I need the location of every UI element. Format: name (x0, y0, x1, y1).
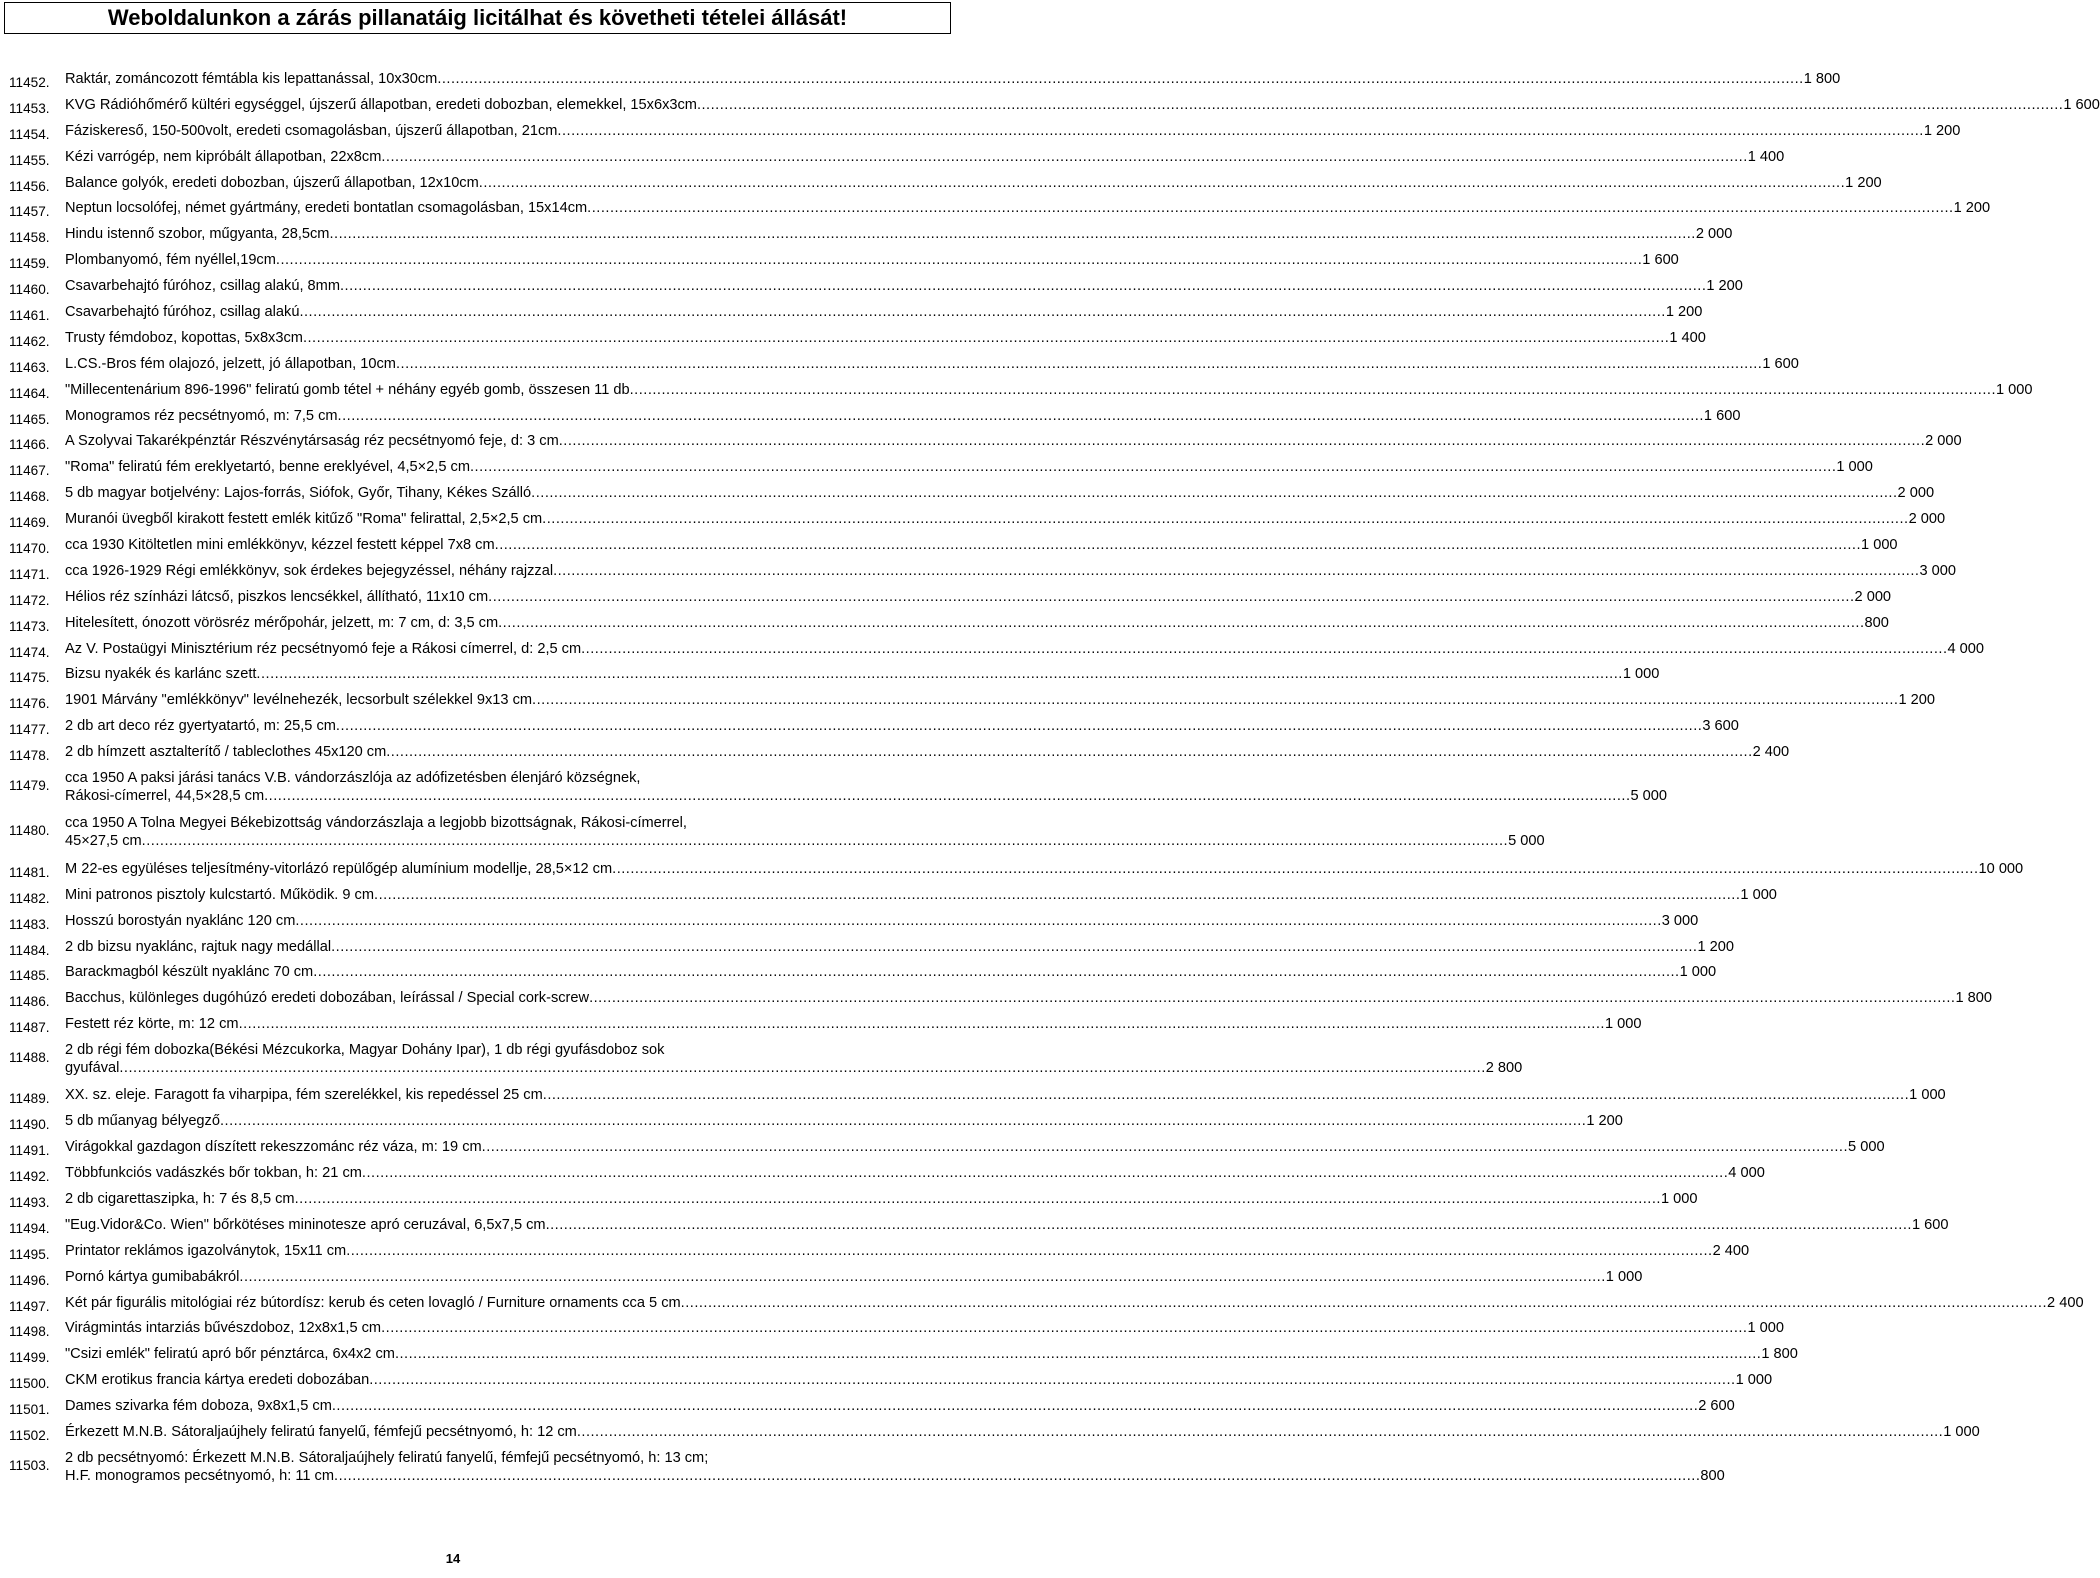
lot-item (0, 381, 2033, 407)
lot-description: 5 db magyar botjelvény: Lajos-forrás, Siófok, Győr, Tihany, Kékes Szálló (65, 485, 532, 502)
lot-price: 2 800 (1485, 1060, 1523, 1077)
lot-price: 1 200 (1898, 692, 1935, 709)
lot-price: 1 000 (1996, 381, 2033, 398)
dot-leader: ............................................................................................................................................................................................................................................................................................................ (294, 1191, 1661, 1208)
lot-price: 1 200 (1665, 304, 1703, 321)
lot-description: cca 1930 Kitöltetlen mini emlékkönyv, kézzel festett képpel 7x8 cm (65, 537, 495, 554)
dot-leader: ............................................................................................................................................................................................................................................................................................................ (553, 562, 1920, 579)
dot-leader: ............................................................................................................................................................................................................................................................................................................ (696, 96, 2064, 113)
lot-price: 1 400 (1747, 148, 1785, 165)
lot-number: 11457. (9, 204, 50, 220)
lot-item (0, 1190, 1698, 1216)
lot-description: "Eug.Vidor&Co. Wien" bőrkötéses mininotesze apró ceruzával, 6,5x7,5 cm (65, 1216, 546, 1233)
lot-number: 11498. (9, 1324, 50, 1340)
dot-leader: ............................................................................................................................................................................................................................................................................................................ (334, 1467, 1701, 1484)
lot-item (0, 1086, 1946, 1112)
lot-description: cca 1926-1929 Régi emlékkönyv, sok érdekes bejegyzéssel, néhány rajzzal (65, 562, 554, 579)
lot-description: Monogramos réz pecsétnyomó, m: 7,5 cm (65, 407, 338, 424)
lot-item (0, 148, 1785, 174)
lot-price: 2 000 (1897, 485, 1935, 502)
lot-item (0, 251, 1679, 277)
lot-item (0, 536, 1898, 562)
lot-price: 1 600 (1642, 252, 1679, 269)
lot-item (0, 912, 1699, 938)
lot-description: 5 db műanyag bélyegző (65, 1113, 220, 1130)
lot-number: 11481. (9, 864, 50, 880)
lot-price: 1 000 (1679, 964, 1717, 981)
lot-description: Kézi varrógép, nem kipróbált állapotban, 22x8cm (65, 148, 382, 165)
lot-description: KVG Rádióhőmérő kültéri egységgel, újszerű állapotban, eredeti dobozban, elemekkel, 15x6x3cm (65, 96, 697, 113)
lot-description: 2 db bizsu nyaklánc, rajtuk nagy medállal (65, 938, 332, 955)
lot-description: 2 db régi fém dobozka(Békési Mézcukorka, Magyar Dohány Ipar), 1 db régi gyufásdoboz sok (65, 1042, 665, 1059)
lot-number: 11476. (9, 696, 50, 712)
lot-description: cca 1950 A Tolna Megyei Békebizottság vándorzászlaja a legjobb bizottságnak, Rákosi-címerrel, (65, 815, 687, 832)
lot-price: 1 800 (1955, 990, 1992, 1007)
lot-item (0, 1041, 1523, 1086)
lot-number: 11473. (9, 618, 50, 634)
dot-leader: ............................................................................................................................................................................................................................................................................................................ (331, 938, 1698, 955)
dot-leader: ............................................................................................................................................................................................................................................................................................................ (437, 71, 1804, 87)
lot-price: 1 800 (1761, 1346, 1798, 1363)
lot-item (0, 225, 1733, 251)
lot-item (0, 96, 2100, 122)
dot-leader: ............................................................................................................................................................................................................................................................................................................ (335, 718, 1703, 735)
dot-leader: ............................................................................................................................................................................................................................................................................................................ (494, 537, 1862, 554)
lot-number: 11494. (9, 1220, 50, 1236)
lot-price: 1 200 (1845, 174, 1882, 191)
lot-item (0, 769, 1668, 814)
lot-item (0, 355, 1799, 381)
dot-leader: ............................................................................................................................................................................................................................................................................................................ (381, 148, 1748, 165)
lot-number: 11455. (9, 152, 50, 168)
dot-leader: ............................................................................................................................................................................................................................................................................................................ (545, 1216, 1912, 1233)
lot-item (0, 458, 1873, 484)
lot-price: 1 000 (1836, 459, 1873, 476)
dot-leader: ............................................................................................................................................................................................................................................................................................................ (542, 1087, 1910, 1104)
dot-leader: ............................................................................................................................................................................................................................................................................................................ (581, 640, 1948, 657)
dot-leader: ............................................................................................................................................................................................................................................................................................................ (264, 788, 1631, 805)
lot-number: 11488. (9, 1050, 50, 1066)
lot-item (0, 717, 1739, 743)
lot-description: Virágmintás intarziás bűvészdoboz, 12x8x1,5 cm (65, 1320, 382, 1337)
lot-price: 4 000 (1728, 1165, 1765, 1182)
page-number: 14 (445, 1551, 461, 1566)
lot-number: 11472. (9, 592, 50, 608)
lot-item (0, 277, 1743, 303)
lot-item (0, 484, 1935, 510)
lot-number: 11496. (9, 1272, 50, 1288)
dot-leader: ............................................................................................................................................................................................................................................................................................................ (337, 407, 1704, 424)
lot-description: Neptun locsolófej, német gyártmány, eredeti bontatlan csomagolásban, 15x14cm (65, 200, 588, 217)
lot-description: 2 db art deco réz gyertyatartó, m: 25,5 cm (65, 718, 336, 735)
lot-description: Mini patronos pisztoly kulcstartó. Működik. 9 cm (65, 886, 375, 903)
lot-description: Érkezett M.N.B. Sátoraljaújhely feliratú fanyelű, fémfejű pecsétnyomó, h: 12 cm (65, 1424, 577, 1441)
lot-description: Printator reklámos igazolványtok, 15x11 cm (65, 1242, 347, 1259)
lot-price: 1 400 (1669, 329, 1706, 346)
lot-item (0, 70, 1841, 96)
dot-leader: ............................................................................................................................................................................................................................................................................................................ (629, 381, 1996, 398)
dot-leader: ............................................................................................................................................................................................................................................................................................................ (313, 964, 1680, 981)
dot-leader: ............................................................................................................................................................................................................................................................................................................ (394, 1346, 1762, 1363)
lot-description: Dames szivarka fém doboza, 9x8x1,5 cm (65, 1398, 332, 1415)
dot-leader: ............................................................................................................................................................................................................................................................................................................ (331, 1398, 1699, 1415)
lot-description: Virágokkal gazdagon díszített rekeszzománc réz váza, m: 19 cm (65, 1139, 482, 1156)
lot-item (0, 1423, 1980, 1449)
dot-leader: ............................................................................................................................................................................................................................................................................................................ (558, 433, 1926, 450)
lot-price: 1 600 (1911, 1216, 1949, 1233)
dot-leader: ............................................................................................................................................................................................................................................................................................................ (329, 226, 1696, 243)
dot-leader: ............................................................................................................................................................................................................................................................................................................ (299, 304, 1666, 321)
lot-number: 11463. (9, 359, 50, 375)
lot-item (0, 329, 1706, 355)
dot-leader: ............................................................................................................................................................................................................................................................................................................ (346, 1242, 1713, 1259)
lot-item (0, 1345, 1798, 1371)
lot-price: 5 000 (1508, 833, 1545, 850)
lot-number: 11462. (9, 333, 50, 349)
dot-leader: ............................................................................................................................................................................................................................................................................................................ (478, 174, 1846, 191)
lot-description: "Millecentenárium 896-1996" feliratú gomb tétel + néhány egyéb gomb, összesen 11 db (65, 381, 630, 398)
lot-number: 11490. (9, 1117, 50, 1133)
lot-price: 1 600 (1703, 407, 1741, 424)
lot-item (0, 1397, 1735, 1423)
lot-description: Bacchus, különleges dugóhúzó eredeti dobozában, leírással / Special cork-screw (65, 990, 590, 1007)
lot-item (0, 1216, 1949, 1242)
lot-number: 11479. (9, 778, 50, 794)
lot-number: 11483. (9, 916, 50, 932)
lot-price: 5 000 (1848, 1139, 1885, 1156)
lot-description: 2 db pecsétnyomó: Érkezett M.N.B. Sátoraljaújhely feliratú fanyelű, fémfejű pecsétnyomó, h: 13 cm; (65, 1449, 709, 1466)
lot-price: 2 000 (1695, 226, 1733, 243)
lot-number: 11489. (9, 1091, 50, 1107)
lot-item (0, 963, 1717, 989)
lot-item (0, 407, 1741, 433)
lot-price: 1 000 (1604, 1016, 1642, 1033)
lot-price: 1 000 (1622, 666, 1660, 683)
lot-number: 11477. (9, 722, 50, 738)
lot-number: 11501. (9, 1402, 50, 1418)
lot-item (0, 860, 2024, 886)
lot-price: 1 600 (2063, 96, 2100, 113)
dot-leader: ............................................................................................................................................................................................................................................................................................................ (470, 459, 1837, 476)
dot-leader: ............................................................................................................................................................................................................................................................................................................ (587, 200, 1954, 217)
lot-description: Bizsu nyakék és karlánc szett (65, 666, 257, 683)
lot-number: 11497. (9, 1298, 50, 1314)
dot-leader: ............................................................................................................................................................................................................................................................................................................ (239, 1268, 1606, 1285)
lot-number: 11480. (9, 823, 50, 839)
dot-leader: ............................................................................................................................................................................................................................................................................................................ (339, 278, 1707, 295)
lot-number: 11482. (9, 890, 50, 906)
lot-price: 1 000 (1660, 1191, 1698, 1208)
lot-description: Az V. Postaügyi Minisztérium réz pecsétnyomó feje a Rákosi címerrel, d: 2,5 cm (65, 640, 582, 657)
lot-item (0, 938, 1735, 964)
dot-leader: ............................................................................................................................................................................................................................................................................................................ (498, 614, 1865, 631)
lot-item (0, 1319, 1785, 1345)
lot-price: 1 000 (1605, 1268, 1643, 1285)
lot-number: 11503. (9, 1457, 50, 1473)
lot-price: 2 000 (1925, 433, 1962, 450)
lot-description: Hosszú borostyán nyaklánc 120 cm (65, 912, 296, 929)
lot-price: 1 200 (1923, 122, 1961, 139)
lot-item (0, 691, 1935, 717)
lot-description: Két pár figurális mitológiai réz bútordísz: kerub és ceten lovagló / Furniture ornaments cca 5 cm (65, 1294, 681, 1311)
dot-leader: ............................................................................................................................................................................................................................................................................................................ (386, 744, 1753, 761)
lot-number: 11493. (9, 1195, 50, 1211)
lot-number: 11487. (9, 1020, 50, 1036)
lot-price: 4 000 (1947, 640, 1985, 657)
lot-number: 11453. (9, 100, 50, 116)
lot-number: 11492. (9, 1169, 50, 1185)
lot-price: 1 000 (1740, 886, 1777, 903)
lot-description: Többfunkciós vadászkés bőr tokban, h: 21 cm (65, 1165, 362, 1182)
lot-number: 11469. (9, 515, 50, 531)
lot-item (0, 174, 1882, 200)
dot-leader: ............................................................................................................................................................................................................................................................................................................ (361, 1165, 1729, 1182)
dot-leader: ............................................................................................................................................................................................................................................................................................................ (481, 1139, 1849, 1156)
lot-description: Barackmagból készült nyaklánc 70 cm (65, 964, 314, 981)
lot-price: 2 400 (1712, 1242, 1750, 1259)
lot-number: 11475. (9, 670, 50, 686)
lot-item (0, 1449, 1725, 1494)
lot-description: Rákosi-címerrel, 44,5×28,5 cm (65, 788, 265, 805)
lot-description: gyufával (65, 1060, 120, 1077)
lot-description: 1901 Márvány "emlékkönyv" levélnehezék, lecsorbult szélekkel 9x13 cm (65, 692, 533, 709)
lot-description: Trusty fémdoboz, kopottas, 5x8x3cm (65, 329, 303, 346)
lot-number: 11452. (9, 75, 50, 90)
lot-number: 11461. (9, 308, 50, 324)
lot-item (0, 1138, 1885, 1164)
lot-price: 1 000 (1943, 1424, 1980, 1441)
lot-description: Hindu istennő szobor, műgyanta, 28,5cm (65, 226, 330, 243)
lot-price: 1 200 (1586, 1113, 1623, 1130)
lot-price: 1 800 (1803, 71, 1841, 87)
lot-price: 1 600 (1762, 355, 1799, 372)
lot-price: 1 000 (1735, 1372, 1773, 1389)
lot-price: 2 400 (1752, 744, 1790, 761)
lot-description: A Szolyvai Takarékpénztár Részvénytársaság réz pecsétnyomó feje, d: 3 cm (65, 433, 559, 450)
lot-number: 11484. (9, 942, 50, 958)
lot-list (0, 70, 2100, 1494)
lot-item (0, 1294, 2084, 1320)
dot-leader: ............................................................................................................................................................................................................................................................................................................ (532, 692, 1899, 709)
lot-price: 2 400 (2047, 1294, 2084, 1311)
lot-item (0, 303, 1703, 329)
lot-item (0, 1371, 1773, 1397)
lot-description: cca 1950 A paksi járási tanács V.B. vándorzászlója az adófizetésben élenjáró községnek, (65, 770, 641, 787)
dot-leader: ............................................................................................................................................................................................................................................................................................................ (119, 1060, 1486, 1077)
lot-description: XX. sz. eleje. Faragott fa viharpipa, fém szerelékkel, kis repedéssel 25 cm (65, 1087, 543, 1104)
lot-price: 3 000 (1919, 562, 1956, 579)
dot-leader: ............................................................................................................................................................................................................................................................................................................ (295, 912, 1662, 929)
lot-description: Pornó kártya gumibabákról (65, 1268, 240, 1285)
dot-leader: ............................................................................................................................................................................................................................................................................................................ (369, 1372, 1736, 1389)
lot-number: 11465. (9, 411, 50, 427)
lot-description: Plombanyomó, fém nyéllel,19cm (65, 252, 276, 269)
lot-price: 1 000 (1861, 537, 1898, 554)
lot-number: 11466. (9, 437, 50, 453)
dot-leader: ............................................................................................................................................................................................................................................................................................................ (612, 860, 1979, 877)
lot-item (0, 562, 1956, 588)
lot-description: Csavarbehajtó fúróhoz, csillag alakú (65, 304, 300, 321)
lot-item (0, 640, 1985, 666)
lot-item (0, 1015, 1642, 1041)
lot-description: M 22-es együléses teljesítmény-vitorlázó repülőgép alumínium modellje, 28,5×12 cm (65, 860, 613, 877)
dot-leader: ............................................................................................................................................................................................................................................................................................................ (589, 990, 1956, 1007)
lot-number: 11467. (9, 463, 50, 479)
lot-number: 11456. (9, 178, 50, 194)
lot-price: 2 600 (1698, 1398, 1735, 1415)
lot-description: "Roma" feliratú fém ereklyetartó, benne ereklyével, 4,5×2,5 cm (65, 459, 470, 476)
lot-description: 45×27,5 cm (65, 833, 142, 850)
lot-description: Muranói üvegből kirakott festett emlék kitűző "Roma" felirattal, 2,5×2,5 cm (65, 511, 543, 528)
lot-number: 11454. (9, 126, 50, 142)
lot-description: Hitelesített, ónozott vörösréz mérőpohár, jelzett, m: 7 cm, d: 3,5 cm (65, 614, 499, 631)
lot-description: Fáziskereső, 150-500volt, eredeti csomagolásban, újszerű állapotban, 21cm (65, 122, 558, 139)
lot-number: 11495. (9, 1246, 50, 1262)
dot-leader: ............................................................................................................................................................................................................................................................................................................ (488, 588, 1855, 605)
dot-leader: ............................................................................................................................................................................................................................................................................................................ (238, 1016, 1605, 1033)
lot-item (0, 510, 1946, 536)
lot-item (0, 199, 1991, 225)
lot-number: 11464. (9, 385, 50, 401)
lot-item (0, 989, 1992, 1015)
lot-description: 2 db hímzett asztalterítő / tableclothes 45x120 cm (65, 744, 387, 761)
lot-item (0, 743, 1790, 769)
lot-number: 11460. (9, 282, 50, 298)
lot-number: 11491. (9, 1143, 50, 1159)
dot-leader: ............................................................................................................................................................................................................................................................................................................ (141, 833, 1509, 850)
dot-leader: ............................................................................................................................................................................................................................................................................................................ (395, 355, 1763, 372)
lot-item (0, 432, 1962, 458)
lot-number: 11470. (9, 541, 50, 557)
lot-number: 11471. (9, 566, 50, 582)
dot-leader: ............................................................................................................................................................................................................................................................................................................ (256, 666, 1623, 683)
lot-number: 11502. (9, 1428, 50, 1444)
lot-item (0, 665, 1660, 691)
lot-number: 11458. (9, 230, 50, 246)
lot-price: 800 (1864, 614, 1889, 631)
lot-number: 11478. (9, 748, 50, 764)
lot-item (0, 1242, 1750, 1268)
lot-number: 11474. (9, 644, 50, 660)
lot-number: 11500. (9, 1376, 50, 1392)
lot-description: Balance golyók, eredeti dobozban, újszerű állapotban, 12x10cm (65, 174, 479, 191)
lot-description: Csavarbehajtó fúróhoz, csillag alakú, 8mm (65, 278, 340, 295)
lot-item (0, 588, 1892, 614)
dot-leader: ............................................................................................................................................................................................................................................................................................................ (531, 485, 1898, 502)
lot-description: H.F. monogramos pecsétnyomó, h: 11 cm (65, 1467, 335, 1484)
lot-description: Festett réz körte, m: 12 cm (65, 1016, 239, 1033)
lot-item (0, 1268, 1643, 1294)
lot-price: 1 200 (1953, 200, 1991, 217)
lot-description: Hélios réz színházi látcső, piszkos lencsékkel, állítható, 11x10 cm (65, 588, 489, 605)
lot-item (0, 1164, 1765, 1190)
lot-description: L.CS.-Bros fém olajozó, jelzett, jó állapotban, 10cm (65, 355, 396, 372)
lot-price: 2 000 (1854, 588, 1892, 605)
lot-description: "Csizi emlék" feliratú apró bőr pénztárca, 6x4x2 cm (65, 1346, 395, 1363)
lot-description: 2 db cigarettaszipka, h: 7 és 8,5 cm (65, 1191, 295, 1208)
dot-leader: ............................................................................................................................................................................................................................................................................................................ (374, 886, 1741, 903)
lot-price: 2 000 (1908, 511, 1946, 528)
dot-leader: ............................................................................................................................................................................................................................................................................................................ (542, 511, 1909, 528)
lot-item (0, 614, 1889, 640)
dot-leader: ............................................................................................................................................................................................................................................................................................................ (275, 252, 1643, 269)
lot-price: 1 000 (1909, 1087, 1946, 1104)
lot-number: 11486. (9, 994, 50, 1010)
lot-number: 11459. (9, 256, 50, 272)
lot-price: 10 000 (1978, 860, 2024, 877)
lot-description: CKM erotikus francia kártya eredeti dobozában (65, 1372, 370, 1389)
lot-item (0, 886, 1777, 912)
lot-price: 3 600 (1702, 718, 1739, 735)
lot-item (0, 122, 1961, 148)
lot-price: 5 000 (1630, 788, 1668, 805)
lot-item (0, 1112, 1623, 1138)
lot-number: 11485. (9, 968, 50, 984)
lot-price: 1 200 (1697, 938, 1735, 955)
lot-price: 1 200 (1706, 278, 1743, 295)
lot-number: 11499. (9, 1350, 50, 1366)
dot-leader: ............................................................................................................................................................................................................................................................................................................ (219, 1113, 1587, 1130)
lot-price: 3 000 (1661, 912, 1699, 929)
lot-number: 11468. (9, 489, 50, 505)
dot-leader: ............................................................................................................................................................................................................................................................................................................ (557, 122, 1924, 139)
dot-leader: ............................................................................................................................................................................................................................................................................................................ (302, 329, 1670, 346)
lot-item (0, 814, 1545, 859)
dot-leader: ............................................................................................................................................................................................................................................................................................................ (576, 1424, 1944, 1441)
dot-leader: ............................................................................................................................................................................................................................................................................................................ (381, 1320, 1748, 1337)
page-title: Weboldalunkon a zárás pillanatáig licitálhat és követheti tételei állását! (4, 2, 951, 34)
lot-price: 1 000 (1747, 1320, 1785, 1337)
lot-price: 800 (1700, 1467, 1725, 1484)
lot-description: Raktár, zománcozott fémtábla kis lepattanással, 10x30cm (65, 71, 438, 87)
dot-leader: ............................................................................................................................................................................................................................................................................................................ (680, 1294, 2048, 1311)
